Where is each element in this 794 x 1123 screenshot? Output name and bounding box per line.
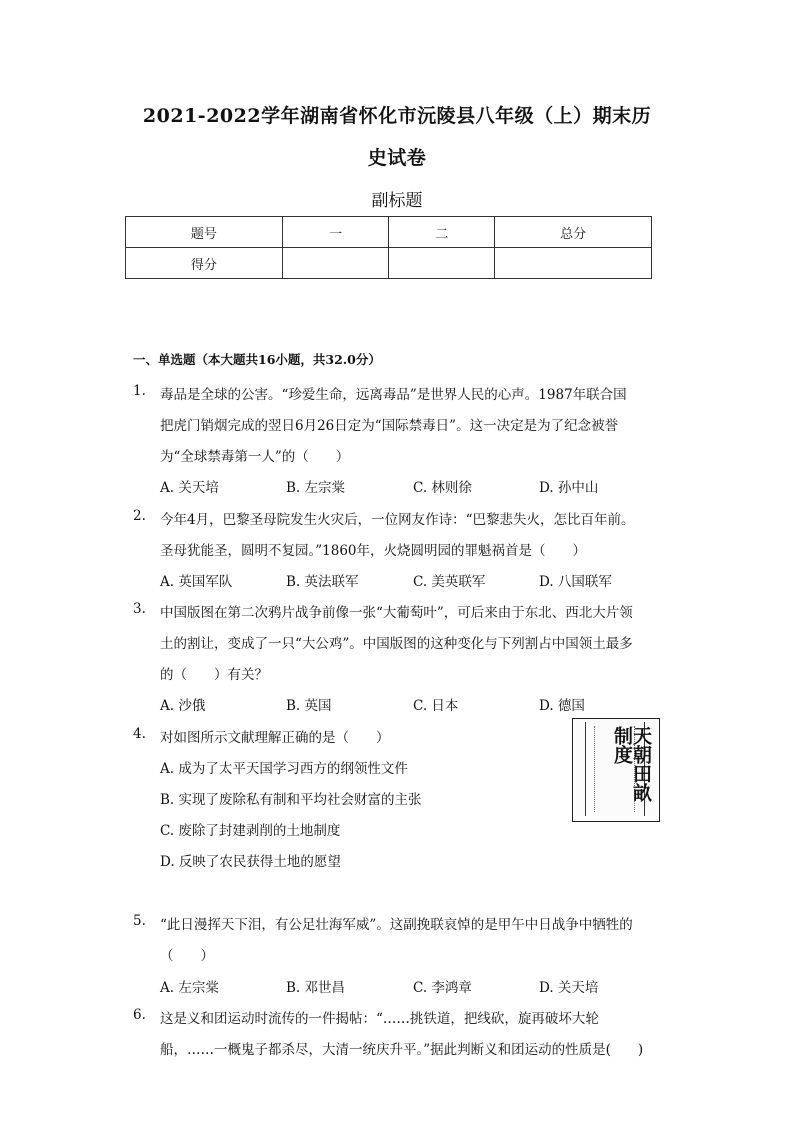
option-c[interactable]: C. 美英联军 — [413, 574, 486, 590]
score-cell-label: 得分 — [126, 248, 283, 279]
question-text-line: “此日漫挥天下泪，有公足壮海军威”。这副挽联哀悼的是甲午中日战争中牺牲的 — [160, 917, 633, 933]
question-text-line: 圣母犹能圣，圆明不复园。”1860年，火烧圆明园的罪魁祸首是（ ） — [160, 543, 587, 559]
score-table-score-row — [126, 248, 652, 279]
question-number: 2. — [133, 508, 146, 524]
option-d[interactable]: D. 孙中山 — [539, 480, 599, 496]
question-number: 6. — [133, 1007, 146, 1023]
question-text-line: 今年4月，巴黎圣母院发生火灾后，一位网友作诗：“巴黎悲失火，怎比百年前。 — [160, 512, 635, 528]
exam-title-line1: 2021-2022学年湖南省怀化市沅陵县八年级（上）期末历 — [142, 105, 652, 127]
question-text-line: 船，……一概鬼子都杀尽，大清一统庆升平。”据此判断义和团运动的性质是( ) — [160, 1042, 644, 1058]
question-text-line: 把虎门销烟完成的翌日6月26日定为“国际禁毒日”。这一决定是为了纪念被誉 — [160, 418, 619, 434]
option-a[interactable]: A. 沙俄 — [160, 698, 206, 714]
option-c[interactable]: C. 日本 — [413, 698, 459, 714]
option-a[interactable]: A. 英国军队 — [160, 574, 233, 590]
decorative-border-line — [594, 726, 595, 812]
question-text-line: 土的割让，变成了一只“大公鸡”。中国版图的这种变化与下列割占中国领土最多 — [160, 636, 633, 652]
score-cell-part2: 二 — [389, 217, 495, 248]
score-table-header-row — [126, 217, 652, 248]
score-cell-label: 题号 — [126, 217, 283, 248]
section-heading: 一、单选题（本大题共16小题，共32.0分） — [133, 352, 381, 367]
option-b[interactable]: B. 英国 — [286, 698, 332, 714]
question-number: 3. — [133, 601, 146, 617]
option-d[interactable]: D. 八国联军 — [539, 574, 612, 590]
question-text-line: 这是义和团运动时流传的一件揭帖：“……挑铁道，把线砍，旋再破坏大轮 — [160, 1011, 599, 1027]
exam-title-line2: 史试卷 — [367, 147, 427, 169]
option-c[interactable]: C. 李鸿章 — [413, 980, 472, 996]
question-text-line: 的（ ）有关？ — [160, 667, 268, 683]
option-d[interactable]: D. 关天培 — [539, 980, 599, 996]
option-d[interactable]: D. 德国 — [539, 698, 585, 714]
option-a[interactable]: A. 关天培 — [160, 480, 219, 496]
question-text-line: 对如图所示文献理解正确的是（ ） — [160, 730, 390, 746]
score-cell-total: 总分 — [495, 217, 652, 248]
question-text-line: （ ） — [160, 948, 214, 964]
option-b[interactable]: B. 实现了废除私有制和平均社会财富的主张 — [160, 792, 422, 808]
question-text-line: 毒品是全球的公害。“珍爱生命，远离毒品”是世界人民的心声。1987年联合国 — [160, 387, 627, 403]
option-c[interactable]: C. 废除了封建剥削的土地制度 — [160, 823, 341, 839]
option-b[interactable]: B. 左宗棠 — [286, 480, 346, 496]
question-number: 1. — [133, 383, 146, 399]
question-number: 5. — [133, 913, 146, 929]
option-a[interactable]: A. 成为了太平天国学习西方的纲领性文件 — [160, 761, 408, 777]
option-a[interactable]: A. 左宗棠 — [160, 980, 219, 996]
score-cell-part1-value — [282, 248, 389, 279]
document-cover-frame — [585, 722, 652, 816]
option-b[interactable]: B. 邓世昌 — [286, 980, 346, 996]
score-table — [125, 216, 652, 279]
question-text-line: 为“全球禁毒第一人”的（ ） — [160, 449, 350, 465]
score-cell-part1: 一 — [282, 217, 389, 248]
question-number: 4. — [133, 726, 146, 742]
document-cover-title: 天朝田畝制度 — [611, 726, 652, 802]
question-text-line: 中国版图在第二次鸦片战争前像一张“大葡萄叶”，可后来由于东北、西北大片领 — [160, 605, 633, 621]
score-cell-total-value — [495, 248, 652, 279]
score-cell-part2-value — [389, 248, 495, 279]
option-b[interactable]: B. 英法联军 — [286, 574, 359, 590]
option-d[interactable]: D. 反映了农民获得土地的愿望 — [160, 854, 341, 870]
document-cover-image — [572, 718, 660, 822]
exam-subtitle: 副标题 — [371, 191, 423, 211]
option-c[interactable]: C. 林则徐 — [413, 480, 472, 496]
